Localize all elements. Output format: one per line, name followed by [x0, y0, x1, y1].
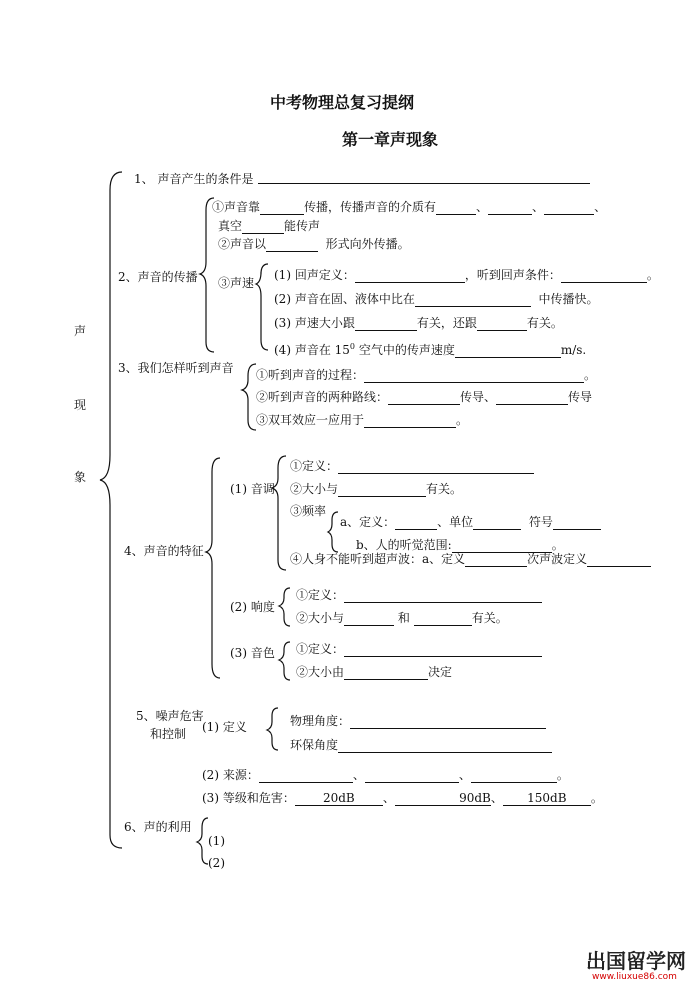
- s3-brace: [242, 364, 256, 430]
- s5-end2: 。: [590, 791, 603, 805]
- s3-i2b: 传导、: [460, 390, 497, 404]
- s4-loud-2: [296, 611, 508, 626]
- s2-blank-a5: [242, 219, 284, 234]
- page-title: 中考物理总复习提纲: [270, 93, 415, 112]
- s6-item-2: (2): [208, 856, 225, 870]
- s4-blank-p4b: [587, 552, 651, 567]
- s3-blank-2b: [496, 390, 568, 405]
- s3-line-1: [256, 368, 596, 383]
- s2-brace: [200, 198, 214, 352]
- s5-sep4: 、: [490, 791, 503, 805]
- s4-pitch-4: [290, 552, 651, 567]
- timbre-brace: [279, 642, 290, 680]
- s2-line-a: [212, 200, 606, 215]
- s3-i1e: 。: [584, 368, 597, 382]
- s4-loud-1: [296, 588, 542, 603]
- s5-blank-src2: [365, 768, 459, 783]
- s4-pitch-1: [290, 459, 534, 474]
- loud-brace: [279, 588, 290, 626]
- s2-a6: 真空: [218, 219, 243, 233]
- speed-brace: [256, 264, 268, 350]
- s2-c2a: (2) 声音在固、液体中比在: [274, 292, 415, 306]
- s2-blank-a2: [436, 200, 476, 215]
- s4-brace: [206, 458, 220, 678]
- s3-line-2: [256, 390, 592, 405]
- s5-def-2: [290, 738, 552, 753]
- s4-p1: ①定义：: [290, 459, 339, 473]
- s2-c3c: 有关。: [526, 316, 563, 330]
- s2-speed-1: [274, 268, 659, 283]
- s2-c3b: 有关，还跟: [416, 316, 477, 330]
- s4-p2a: ②大小与: [290, 482, 339, 496]
- s4-pitch-3: ③频率: [290, 504, 327, 518]
- s2-label: 2、声音的传播: [118, 270, 198, 284]
- s2-b1: ②声音以: [218, 237, 267, 251]
- chapter-title: 第一章声现象: [342, 130, 439, 149]
- s5-v3: 150dB: [503, 791, 591, 806]
- s2-speed-label: ③声速: [218, 276, 255, 290]
- s4-p3a2: 、单位: [437, 515, 474, 529]
- s5-lvl-label: (3) 等级和危害：: [202, 791, 295, 805]
- s2-c3a: (3) 声速大小跟: [274, 316, 355, 330]
- s5-src-label: (2) 来源：: [202, 768, 259, 782]
- s2-c4sup: 0: [349, 342, 355, 351]
- s5-level: [202, 791, 603, 806]
- s4-p4b: 次声波定义: [527, 552, 588, 566]
- s3-i2c: 传导: [568, 390, 593, 404]
- s2-speed-4: [274, 340, 586, 358]
- s4-p3a1: a、定义：: [340, 515, 396, 529]
- s2-speed-3: [274, 316, 563, 331]
- s2-blank-c3a: [355, 316, 417, 331]
- s5-def-1: [290, 714, 546, 729]
- s5-v1: 20dB: [295, 791, 383, 806]
- s4-blank-p3b: [452, 538, 552, 553]
- s4-l2a: ②大小与: [296, 611, 345, 625]
- s4-blank-p3a2: [473, 515, 521, 530]
- s4-freq-a: [340, 515, 601, 530]
- s4-p2b: 有关。: [426, 482, 463, 496]
- s3-label: 3、我们怎样听到声音: [118, 361, 234, 375]
- s2-line-a2: [218, 219, 320, 234]
- s3-i1: ①听到声音的过程：: [256, 368, 365, 382]
- s5-v2: 90dB: [395, 791, 491, 806]
- s4-blank-p1: [338, 459, 534, 474]
- s2-c4c: m/s.: [560, 343, 587, 357]
- s2-blank-a3: [488, 200, 532, 215]
- s3-line-3: [256, 413, 468, 428]
- s4-t2b: 决定: [428, 665, 453, 679]
- s4-blank-t2: [344, 665, 428, 680]
- s2-a5: 、: [594, 200, 607, 214]
- s4-p4a: ④人身不能听到超声波：a、定义: [290, 552, 466, 566]
- s2-a4: 、: [532, 200, 545, 214]
- s4-p3a3: 符号: [528, 515, 553, 529]
- s5-label-1: 5、噪声危害: [136, 709, 204, 723]
- side-label-2: 现: [74, 398, 87, 412]
- s5-sep3: 、: [382, 791, 395, 805]
- s3-i3a: ③双耳效应一应用于: [256, 413, 365, 427]
- freq-brace: [328, 512, 338, 552]
- s4-loud-label: (2) 响度: [230, 600, 275, 614]
- s2-line-b: [218, 237, 410, 252]
- s2-a3: 、: [476, 200, 489, 214]
- s2-c4b: 空气中的传声速度: [355, 343, 455, 357]
- s5-d2: 环保角度: [290, 738, 339, 752]
- s4-p3b: b、人的听觉范围:: [356, 538, 452, 552]
- s2-blank-b: [266, 237, 318, 252]
- s4-blank-t1: [344, 642, 542, 657]
- s4-blank-p4a: [465, 552, 527, 567]
- s4-label: 4、声音的特征: [124, 544, 204, 558]
- s2-blank-c1a: [355, 268, 465, 283]
- s4-blank-p3a3: [553, 515, 601, 530]
- s1-blank: [258, 183, 590, 184]
- s4-t1: ①定义：: [296, 642, 345, 656]
- use-brace: [197, 818, 208, 864]
- s3-i3b: 。: [456, 413, 469, 427]
- s5-blank-d1: [350, 714, 546, 729]
- s4-pitch-label: (1) 音调: [230, 482, 275, 496]
- s6-label: 6、声的利用: [124, 820, 192, 834]
- s4-p3be: 。: [551, 538, 564, 552]
- side-label-3: 象: [74, 470, 87, 484]
- s4-blank-l1: [344, 588, 542, 603]
- s4-blank-l2a: [344, 611, 394, 626]
- s5-src: [202, 768, 569, 783]
- s2-blank-c1b: [561, 268, 647, 283]
- s4-timbre-1: [296, 642, 542, 657]
- s4-blank-p2: [338, 482, 426, 497]
- pitch-brace: [272, 456, 286, 570]
- s2-blank-c3b: [477, 316, 527, 331]
- s2-c1b: ，听到回声条件：: [464, 268, 561, 282]
- s5-blank-src1: [259, 768, 353, 783]
- s5-sep1: 、: [352, 768, 365, 782]
- s4-blank-p3a1: [395, 515, 437, 530]
- s4-pitch-2: [290, 482, 462, 497]
- s3-blank-3: [364, 413, 456, 428]
- s3-blank-2a: [388, 390, 460, 405]
- s2-blank-a4: [544, 200, 594, 215]
- s5-d1: 物理角度：: [290, 714, 351, 728]
- s2-c4a: (4) 声音在 15: [274, 343, 350, 357]
- side-label-1: 声: [74, 324, 87, 338]
- s2-a2: 传播，传播声音的介质有: [304, 200, 437, 214]
- s2-blank-c2: [415, 292, 531, 307]
- s5-blank-src3: [471, 768, 557, 783]
- s4-l1: ①定义：: [296, 588, 345, 602]
- s2-c2b: 中传播快。: [538, 292, 599, 306]
- s4-l2c: 有关。: [471, 611, 508, 625]
- s6-item-1: (1): [208, 834, 225, 848]
- s4-timbre-2: [296, 665, 452, 680]
- s2-c1a: (1) 回声定义：: [274, 268, 355, 282]
- s1-label: 1、 声音产生的条件是: [134, 172, 254, 186]
- s3-blank-1: [364, 368, 584, 383]
- s5-end1: 。: [556, 768, 569, 782]
- s2-blank-a1: [260, 200, 304, 215]
- s2-c1c: 。: [646, 268, 659, 282]
- s4-t2a: ②大小由: [296, 665, 345, 679]
- watermark-cn: 出国留学网: [586, 949, 686, 973]
- noise-brace: [267, 708, 278, 750]
- s2-b2: 形式向外传播。: [325, 237, 410, 251]
- s2-blank-c4: [455, 343, 561, 358]
- s3-i2a: ②听到声音的两种路线：: [256, 390, 389, 404]
- s4-l2b: 和: [397, 611, 410, 625]
- watermark-url: www.liuxue86.com: [592, 972, 677, 982]
- s4-timbre-label: (3) 音色: [230, 646, 275, 660]
- s5-label-2: 和控制: [150, 727, 187, 741]
- s2-speed-2: [274, 292, 598, 307]
- s5-blank-d2: [338, 738, 552, 753]
- s5-sep2: 、: [458, 768, 471, 782]
- s2-a7: 能传声: [284, 219, 321, 233]
- s4-freq-b: [356, 538, 564, 553]
- s5-def-label: (1) 定义: [202, 720, 247, 734]
- s2-a1: ①声音靠: [212, 200, 261, 214]
- s4-blank-l2b: [414, 611, 472, 626]
